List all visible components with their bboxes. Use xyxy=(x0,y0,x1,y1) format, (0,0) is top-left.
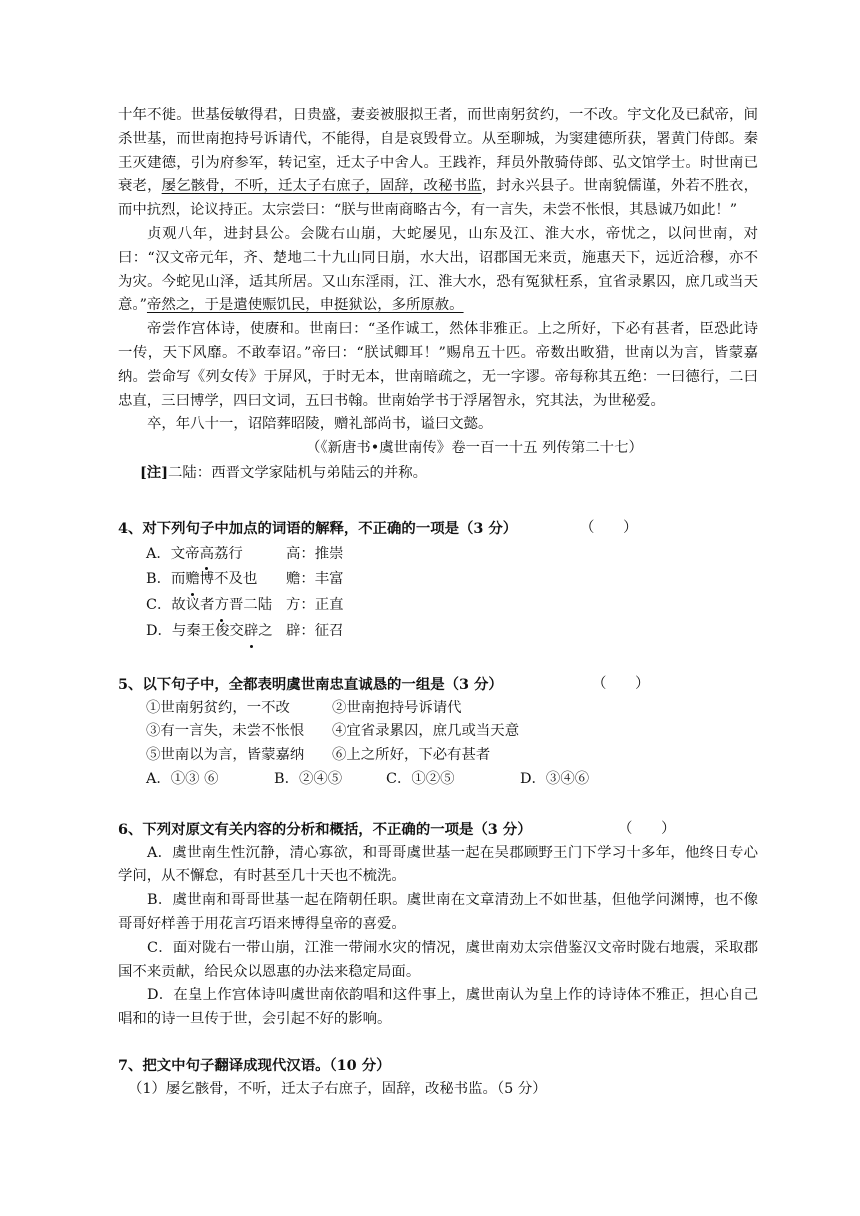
answer-blank: （ ） xyxy=(580,519,638,536)
subquestion-1: （1）屡乞骸骨，不听，迁太子右庶子，固辞，改秘书监。（5 分） xyxy=(128,1080,547,1097)
footnote xyxy=(118,461,758,486)
option-text: C．故议者 xyxy=(146,597,215,614)
page-content xyxy=(118,104,758,1101)
question-6 xyxy=(118,818,758,1032)
dotted-word: 赡 xyxy=(185,567,199,593)
option-text: A．文帝 xyxy=(146,545,200,562)
passage-paragraph-2 xyxy=(118,223,758,318)
option-gloss: 辟：征召 xyxy=(286,622,344,639)
dotted-word: 方 xyxy=(215,593,229,619)
source-citation: （《新唐书•虞世南传》卷一百一十五 列传第二十七） xyxy=(306,440,643,457)
passage-text: ，封永兴县子。世南貌儒谨，外若不胜衣，而中抗烈，论议持正。太宗尝曰：“朕与世南商略古今，有一言失，未尝不怅恨，其恳诚乃如此！” xyxy=(118,178,758,219)
question-4 xyxy=(118,517,758,645)
sentence-row xyxy=(118,744,758,768)
option-gloss: 方：正直 xyxy=(286,597,344,614)
option-text: 之 xyxy=(258,622,273,639)
choice-c: C．①②⑤ xyxy=(386,770,455,787)
answer-blank: （ ） xyxy=(592,675,650,692)
dotted-word: 辟 xyxy=(244,619,258,645)
passage-paragraph-1 xyxy=(118,104,758,223)
question-text: 5、以下句子中，全都表明虞世南忠直诚恳的一组是（3 分） xyxy=(118,675,503,693)
underlined-sentence: 屡乞骸骨，不听，迁太子右庶子，固辞，改秘书监 xyxy=(161,178,482,195)
answer-blank: （ ） xyxy=(618,820,676,837)
option-c: C．面对陇右一带山崩，江淮一带闹水灾的情况，虞世南劝太宗借鉴汉文帝时陇右地震，采取郡国不来贡献，给民众以恩惠的办法来稳定局面。 xyxy=(118,939,758,980)
question-text: 4、对下列句子中加点的词语的解释，不正确的一项是（3 分） xyxy=(118,519,518,537)
sentence-item: ③有一言失，未尝不怅恨 xyxy=(146,723,305,740)
note-label: [注] xyxy=(140,463,169,481)
option-text: B．而 xyxy=(146,571,186,588)
option-c xyxy=(118,593,758,619)
sentence-item: ①世南躬贫约，一不改 xyxy=(146,699,290,716)
passage-paragraph-3: 帝尝作宫体诗，使赓和。世南曰：“圣作诚工，然体非雅正。上之所好，下必有甚者，臣恐此诗一传，天下风靡。不敢奉诏。”帝曰：“朕试卿耳！”赐帛五十匹。帝数出畋猎，世南以为言，皆蒙嘉纳。尝命写《列女传》于屏风，于时无本，世南暗疏之，无一字谬。帝每称其五绝：一曰德行，二曰忠直，三曰博学，四曰文词，五曰书翰。世南始学书于浮屠智永，究其法，为世秘爱。 xyxy=(118,321,758,409)
passage-text: 十年不徙。世基佞敏得君，日贵盛，妻妾被服拟王者，而世南躬贫约，一不改。宇文化及已弑帝，间杀世基，而世南抱持号诉请代，不能得，自是哀毁骨立。从至聊城，为窦建德所获，署黄门侍郎。秦王灭建德，引为府参军，转记室，迁太子中舍人。王践祚，拜员外散骑侍郎、弘文馆学士。时世南已衰老， xyxy=(118,107,758,195)
option-text: 博不及也 xyxy=(199,571,258,588)
passage-text: 贞观八年，进封县公。会陇右山崩，大蛇屡见，山东及江、淮大水，帝忧之，以问世南，对曰：“汉文帝元年，齐、楚地二十九山同日崩，水大出，诏郡国无来贡，施惠天下，远近洽穆，亦不为灾。今蛇见山泽，适其所居。又山东淫雨，江、淮大水，恐有冤狱枉系，宜省录累囚，庶几或当天意。” xyxy=(118,225,758,314)
sentence-item: ②世南抱持号诉请代 xyxy=(332,699,462,716)
sentence-item: ④宜省录累囚，庶几或当天意 xyxy=(332,723,520,740)
question-title xyxy=(118,517,758,541)
question-title xyxy=(118,818,758,842)
option-d: D．在皇上作宫体诗叫虞世南依韵唱和这件事上，虞世南认为皇上作的诗诗体不雅正，担心自己唱和的诗一旦传于世，会引起不好的影响。 xyxy=(118,987,758,1028)
choice-d: D．③④⑥ xyxy=(520,770,590,787)
question-7 xyxy=(118,1054,758,1102)
sentence-row xyxy=(118,720,758,744)
question-5 xyxy=(118,673,758,792)
option-text: D．与秦王俊交 xyxy=(146,622,244,639)
sentence-item: ⑥上之所好，下必有甚者 xyxy=(332,747,491,764)
option-b: B．虞世南和哥哥世基一起在隋朝任职。虞世南在文章清劲上不如世基，但他学问渊博，也不像哥哥好样善于用花言巧语来博得皇帝的喜爱。 xyxy=(118,892,758,932)
underlined-sentence: 帝然之，于是遣使赈饥民，申挺狱讼，多所原赦。 xyxy=(146,297,464,314)
sentence-row xyxy=(118,697,758,721)
question-text: 6、下列对原文有关内容的分析和概括，不正确的一项是（3 分） xyxy=(118,820,532,838)
option-a xyxy=(118,542,758,568)
dotted-word: 高 xyxy=(200,542,214,568)
passage-paragraph-4: 卒，年八十一，诏陪葬昭陵，赠礼部尚书，谥曰文懿。 xyxy=(147,416,493,433)
choice-b: B．②④⑤ xyxy=(274,770,343,787)
option-b xyxy=(118,567,758,593)
option-gloss: 赡：丰富 xyxy=(286,571,344,588)
option-a: A．虞世南生性沉静，清心寡欲，和哥哥虞世基一起在吴郡顾野王门下学习十多年，他终日专心学问，从不懈怠，有时甚至几十天也不梳洗。 xyxy=(118,844,758,885)
question-title: 7、把文中句子翻译成现代汉语。（10 分） xyxy=(118,1056,391,1074)
question-title xyxy=(118,673,758,697)
option-d xyxy=(118,619,758,645)
answer-choices xyxy=(118,768,758,792)
option-gloss: 高：推崇 xyxy=(286,545,344,562)
choice-a: A．①③ ⑥ xyxy=(146,770,219,787)
sentence-item: ⑤世南以为言，皆蒙嘉纳 xyxy=(146,747,305,764)
option-text: 荔行 xyxy=(213,545,243,562)
note-text: 二陆：西晋文学家陆机与弟陆云的并称。 xyxy=(168,464,428,481)
option-text: 晋二陆 xyxy=(228,597,273,614)
